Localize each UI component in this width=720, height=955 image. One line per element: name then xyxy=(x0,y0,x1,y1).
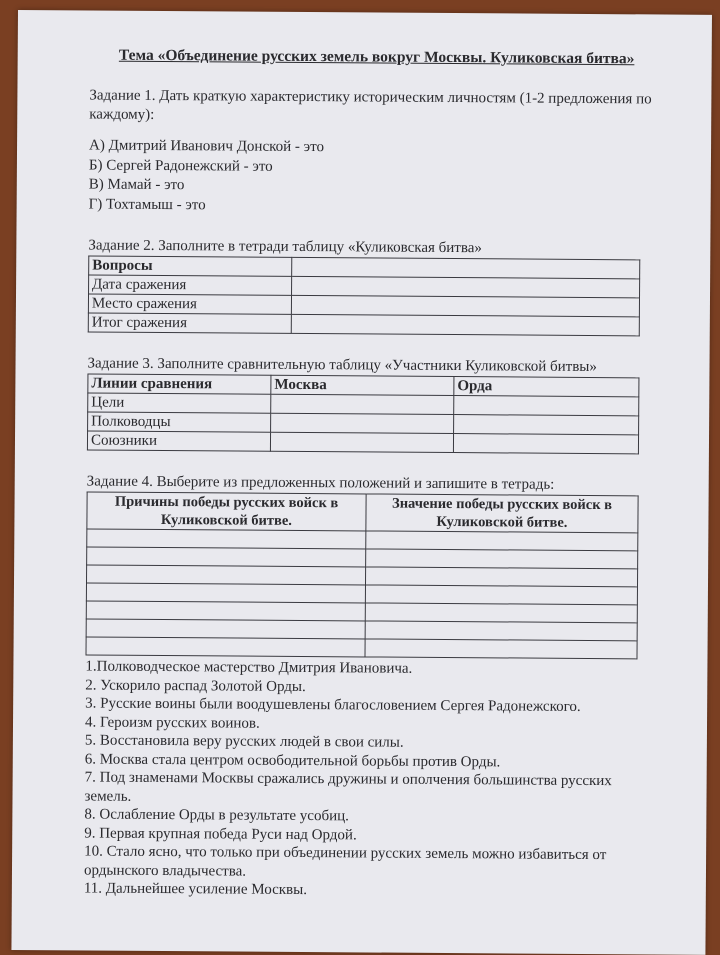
table-cell xyxy=(86,601,365,621)
list-item: 11. Дальнейшее усиление Москвы. xyxy=(83,880,308,899)
task1-heading: Задание 1. Дать краткую характеристику историческим личностям (1-2 предложения по каждому): xyxy=(89,87,652,123)
table-cell: Полководцы xyxy=(88,412,271,432)
worksheet-content xyxy=(84,47,664,902)
task4-heading: Задание 4. Выберите из предложенных положений и запишите в тетрадь: xyxy=(86,473,555,493)
participants-table xyxy=(87,373,640,454)
table-header-cell: Причины победы русских войск в Куликовской битве. xyxy=(87,492,366,531)
table-cell xyxy=(291,314,639,335)
table-cell xyxy=(365,585,637,605)
table-cell xyxy=(271,394,454,414)
table-cell: Итог сражения xyxy=(88,313,291,333)
list-item: 3. Русские воины были воодушевлены благословением Сергея Радонежского. xyxy=(85,695,581,715)
list-item: 4. Героизм русских воинов. xyxy=(84,713,260,732)
table-header-cell: Линии сравнения xyxy=(88,374,271,394)
table-header-cell: Вопросы xyxy=(89,256,292,276)
table-cell xyxy=(292,276,640,297)
table-cell xyxy=(87,547,366,567)
list-item: 9. Первая крупная победа Руси над Ордой. xyxy=(84,824,357,843)
victory-table xyxy=(85,491,638,659)
table-cell xyxy=(87,529,366,549)
table-cell: Цели xyxy=(88,393,271,413)
table-cell xyxy=(86,583,365,603)
list-item: 5. Восстановила веру русских людей в свои силы. xyxy=(84,732,404,751)
list-item: 8. Ослабление Орды в результате усобиц. xyxy=(84,806,349,825)
table-cell xyxy=(365,621,637,641)
list-item: 10. Стало ясно, что только при объединении русских земель можно избавиться от ордынского владычества. xyxy=(83,843,607,880)
table-cell xyxy=(270,432,453,452)
statement-list xyxy=(84,657,660,902)
table-cell xyxy=(291,295,639,316)
table-cell xyxy=(365,639,637,659)
list-item: 6. Москва стала центром освободительной борьбы против Орды. xyxy=(84,750,501,770)
table-cell xyxy=(365,603,637,623)
task2-heading: Задание 2. Заполните в тетради таблицу «Куликовская битва» xyxy=(88,237,482,257)
task1-item: Г) Тохтамыш - это xyxy=(88,195,206,213)
table-cell xyxy=(454,415,639,435)
table-header-cell: Орда xyxy=(454,377,639,397)
table-row xyxy=(86,637,637,659)
table-cell xyxy=(454,396,639,416)
table-cell xyxy=(86,637,365,657)
table-cell xyxy=(366,531,638,551)
task3-heading: Задание 3. Заполните сравнительную таблицу «Участники Куликовской битвы» xyxy=(87,355,597,376)
table-row xyxy=(87,492,638,533)
table-header-cell: Значение победы русских войск в Куликовской битве. xyxy=(366,494,638,533)
list-item: 2. Ускорило распад Золотой Орды. xyxy=(85,676,306,695)
table-cell xyxy=(271,413,454,433)
battle-table xyxy=(88,255,641,336)
task1-item: Б) Сергей Радонежский - это xyxy=(88,156,273,175)
table-cell xyxy=(453,434,638,454)
page-title: Тема «Объединение русских земель вокруг Москвы. Куликовская битва» xyxy=(118,46,635,68)
table-cell xyxy=(86,619,365,639)
table-cell: Дата сражения xyxy=(89,275,292,295)
task1-item: В) Мамай - это xyxy=(88,176,185,194)
table-cell xyxy=(292,257,640,278)
table-cell xyxy=(365,567,637,587)
list-item: 1.Полководческое мастерство Дмитрия Ивановича. xyxy=(85,658,413,677)
task1-item: А) Дмитрий Иванович Донской - это xyxy=(88,137,325,156)
table-cell xyxy=(87,565,366,585)
table-cell: Место сражения xyxy=(88,294,291,314)
worksheet-paper xyxy=(11,10,712,955)
table-header-cell: Москва xyxy=(271,375,454,395)
list-item: 7. Под знаменами Москвы сражались дружины и ополчения большинства русских земель. xyxy=(84,769,612,805)
table-cell: Союзники xyxy=(87,431,270,451)
table-cell xyxy=(366,549,638,569)
